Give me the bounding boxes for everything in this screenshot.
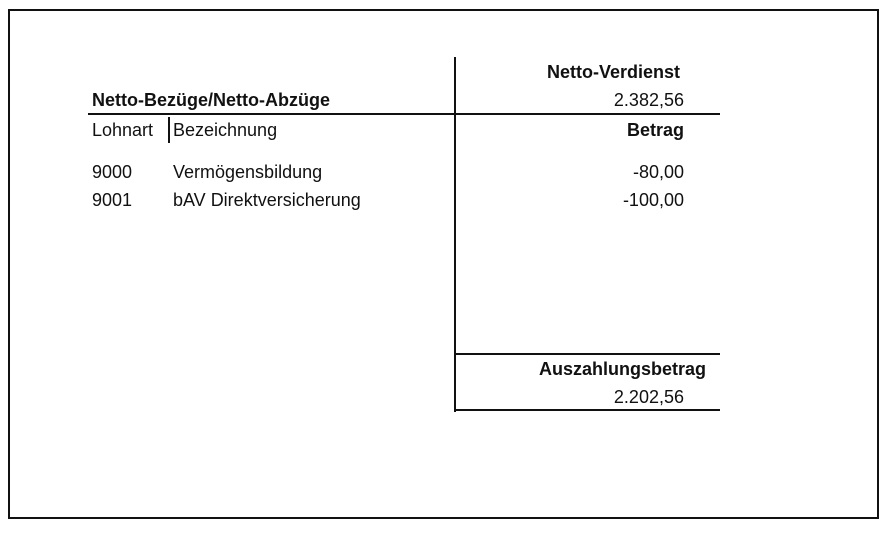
column-header-wage-type: Lohnart xyxy=(92,120,154,140)
document-frame xyxy=(8,9,879,519)
section-title: Netto-Bezüge/Netto-Abzüge xyxy=(92,90,330,110)
net-earnings-label: Netto-Verdienst xyxy=(546,62,680,82)
payout-label: Auszahlungsbetrag xyxy=(538,359,706,379)
column-divider xyxy=(454,57,456,412)
row-amount: -80,00 xyxy=(632,162,684,182)
column-header-amount: Betrag xyxy=(626,120,684,140)
column-header-separator xyxy=(168,117,170,143)
payout-value: 2.202,56 xyxy=(613,387,684,407)
row-code: 9001 xyxy=(92,190,133,210)
payout-rule-bottom xyxy=(454,409,720,411)
row-amount: -100,00 xyxy=(622,190,684,210)
header-rule xyxy=(88,113,720,115)
row-code: 9000 xyxy=(92,162,133,182)
net-earnings-value: 2.382,56 xyxy=(613,90,684,110)
payout-rule-top xyxy=(454,353,720,355)
row-description: Vermögensbildung xyxy=(173,162,323,182)
row-description: bAV Direktversicherung xyxy=(173,190,361,210)
column-header-description: Bezeichnung xyxy=(173,120,278,140)
